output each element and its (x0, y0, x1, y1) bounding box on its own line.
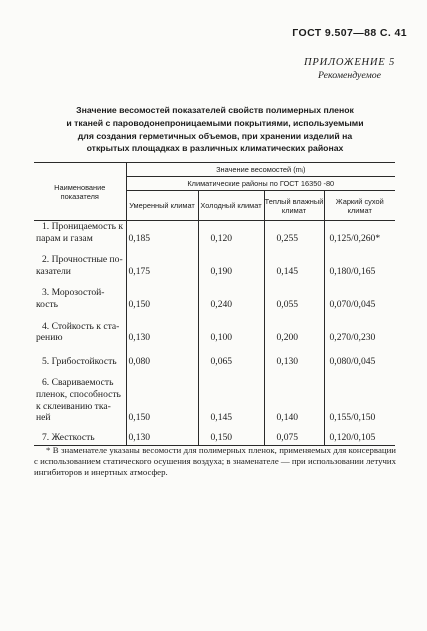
value-temperate: 0,080 (126, 346, 198, 370)
header-climate-temperate: Умеренный климат (126, 191, 198, 221)
value-warm-humid: 0,255 (264, 221, 324, 247)
indicator-name (34, 346, 126, 370)
table-row (34, 279, 395, 312)
indicator-name-line: 2. Прочностные по- (42, 254, 123, 266)
indicator-name (34, 369, 126, 425)
value-cold: 0,150 (198, 426, 264, 446)
value-cold: 0,100 (198, 313, 264, 346)
indicator-name-line: 3. Морозостой- (42, 287, 105, 299)
indicator-name-line: ней (36, 412, 51, 424)
value-temperate: 0,150 (126, 369, 198, 425)
indicator-name-line: 1. Проницаемость к (42, 221, 124, 232)
indicator-name (34, 426, 126, 446)
value-cold: 0,190 (198, 246, 264, 279)
footnote-text: * В знаменателе указаны весомости для полимерных пленок, применяемых для консервации с использованием статического осушения воздуха; в знаменателе — при использовании летучих ингибиторов и инертных атмосфер. (34, 445, 396, 477)
value-hot-dry: 0,080/0,045 (324, 346, 395, 370)
header-indicator-name: Наименование показателя (34, 163, 126, 221)
value-cold: 0,145 (198, 369, 264, 425)
weights-table (34, 162, 395, 446)
indicator-name-line: к склеиванию тка- (36, 400, 111, 412)
value-warm-humid: 0,055 (264, 279, 324, 312)
indicator-name-line: рению (36, 332, 63, 344)
value-warm-humid: 0,075 (264, 426, 324, 446)
value-warm-humid: 0,130 (264, 346, 324, 370)
header-climate-warm-humid: Теплый влажный климат (264, 191, 324, 221)
title-line: для создания герметичных объемов, при хранении изделий на (77, 130, 353, 141)
table-row (34, 346, 395, 370)
value-temperate: 0,130 (126, 426, 198, 446)
value-hot-dry: 0,270/0,230 (324, 313, 395, 346)
indicator-name (34, 279, 126, 312)
indicator-name-line: кость (36, 298, 59, 310)
value-temperate: 0,150 (126, 279, 198, 312)
indicator-name-line: 7. Жесткость (42, 431, 95, 443)
footnote (34, 445, 396, 478)
table-row (34, 369, 395, 425)
header-weight-value: Значение весомостей (mᵢ) (126, 163, 395, 177)
value-hot-dry: 0,155/0,150 (324, 369, 395, 425)
table-row (34, 426, 395, 446)
table-row (34, 313, 395, 346)
appendix-status: Рекомендуемое (318, 70, 381, 81)
indicator-name-line: 6. Свариваемость (42, 377, 114, 389)
table-row (34, 246, 395, 279)
value-cold: 0,120 (198, 221, 264, 247)
value-temperate: 0,130 (126, 313, 198, 346)
value-hot-dry: 0,120/0,105 (324, 426, 395, 446)
header-climatic-regions: Климатические районы по ГОСТ 16350 -80 (126, 177, 395, 191)
indicator-name-line: 5. Грибостойкость (42, 355, 117, 367)
indicator-name (34, 246, 126, 279)
title-line: Значение весомостей показателей свойств полимерных пленок (76, 105, 354, 115)
table-row (34, 221, 395, 247)
indicator-name-line: казатели (36, 265, 71, 277)
title-line: открытых площадках в различных климатических районах (86, 143, 344, 154)
value-warm-humid: 0,200 (264, 313, 324, 346)
indicator-name-line: 4. Стойкость к ста- (42, 320, 120, 332)
appendix-label: ПРИЛОЖЕНИЕ 5 (304, 57, 395, 68)
value-hot-dry: 0,125/0,260* (324, 221, 395, 247)
indicator-name (34, 221, 126, 247)
value-cold: 0,065 (198, 346, 264, 370)
value-temperate: 0,185 (126, 221, 198, 247)
value-hot-dry: 0,070/0,045 (324, 279, 395, 312)
value-hot-dry: 0,180/0,165 (324, 246, 395, 279)
title-line: и тканей с пароводонепроницаемыми покрытиями, используемыми (66, 117, 364, 128)
indicator-name-line: парам и газам (36, 232, 93, 244)
value-warm-humid: 0,140 (264, 369, 324, 425)
appendix-heading (304, 56, 395, 82)
value-cold: 0,240 (198, 279, 264, 312)
value-temperate: 0,175 (126, 246, 198, 279)
table-title (40, 104, 390, 155)
header-climate-cold: Холодный климат (198, 191, 264, 221)
header-climate-hot-dry: Жаркий сухой климат (324, 191, 395, 221)
value-warm-humid: 0,145 (264, 246, 324, 279)
indicator-name-line: пленок, способность (36, 388, 121, 400)
indicator-name (34, 313, 126, 346)
page-header: ГОСТ 9.507—88 С. 41 (292, 27, 407, 39)
